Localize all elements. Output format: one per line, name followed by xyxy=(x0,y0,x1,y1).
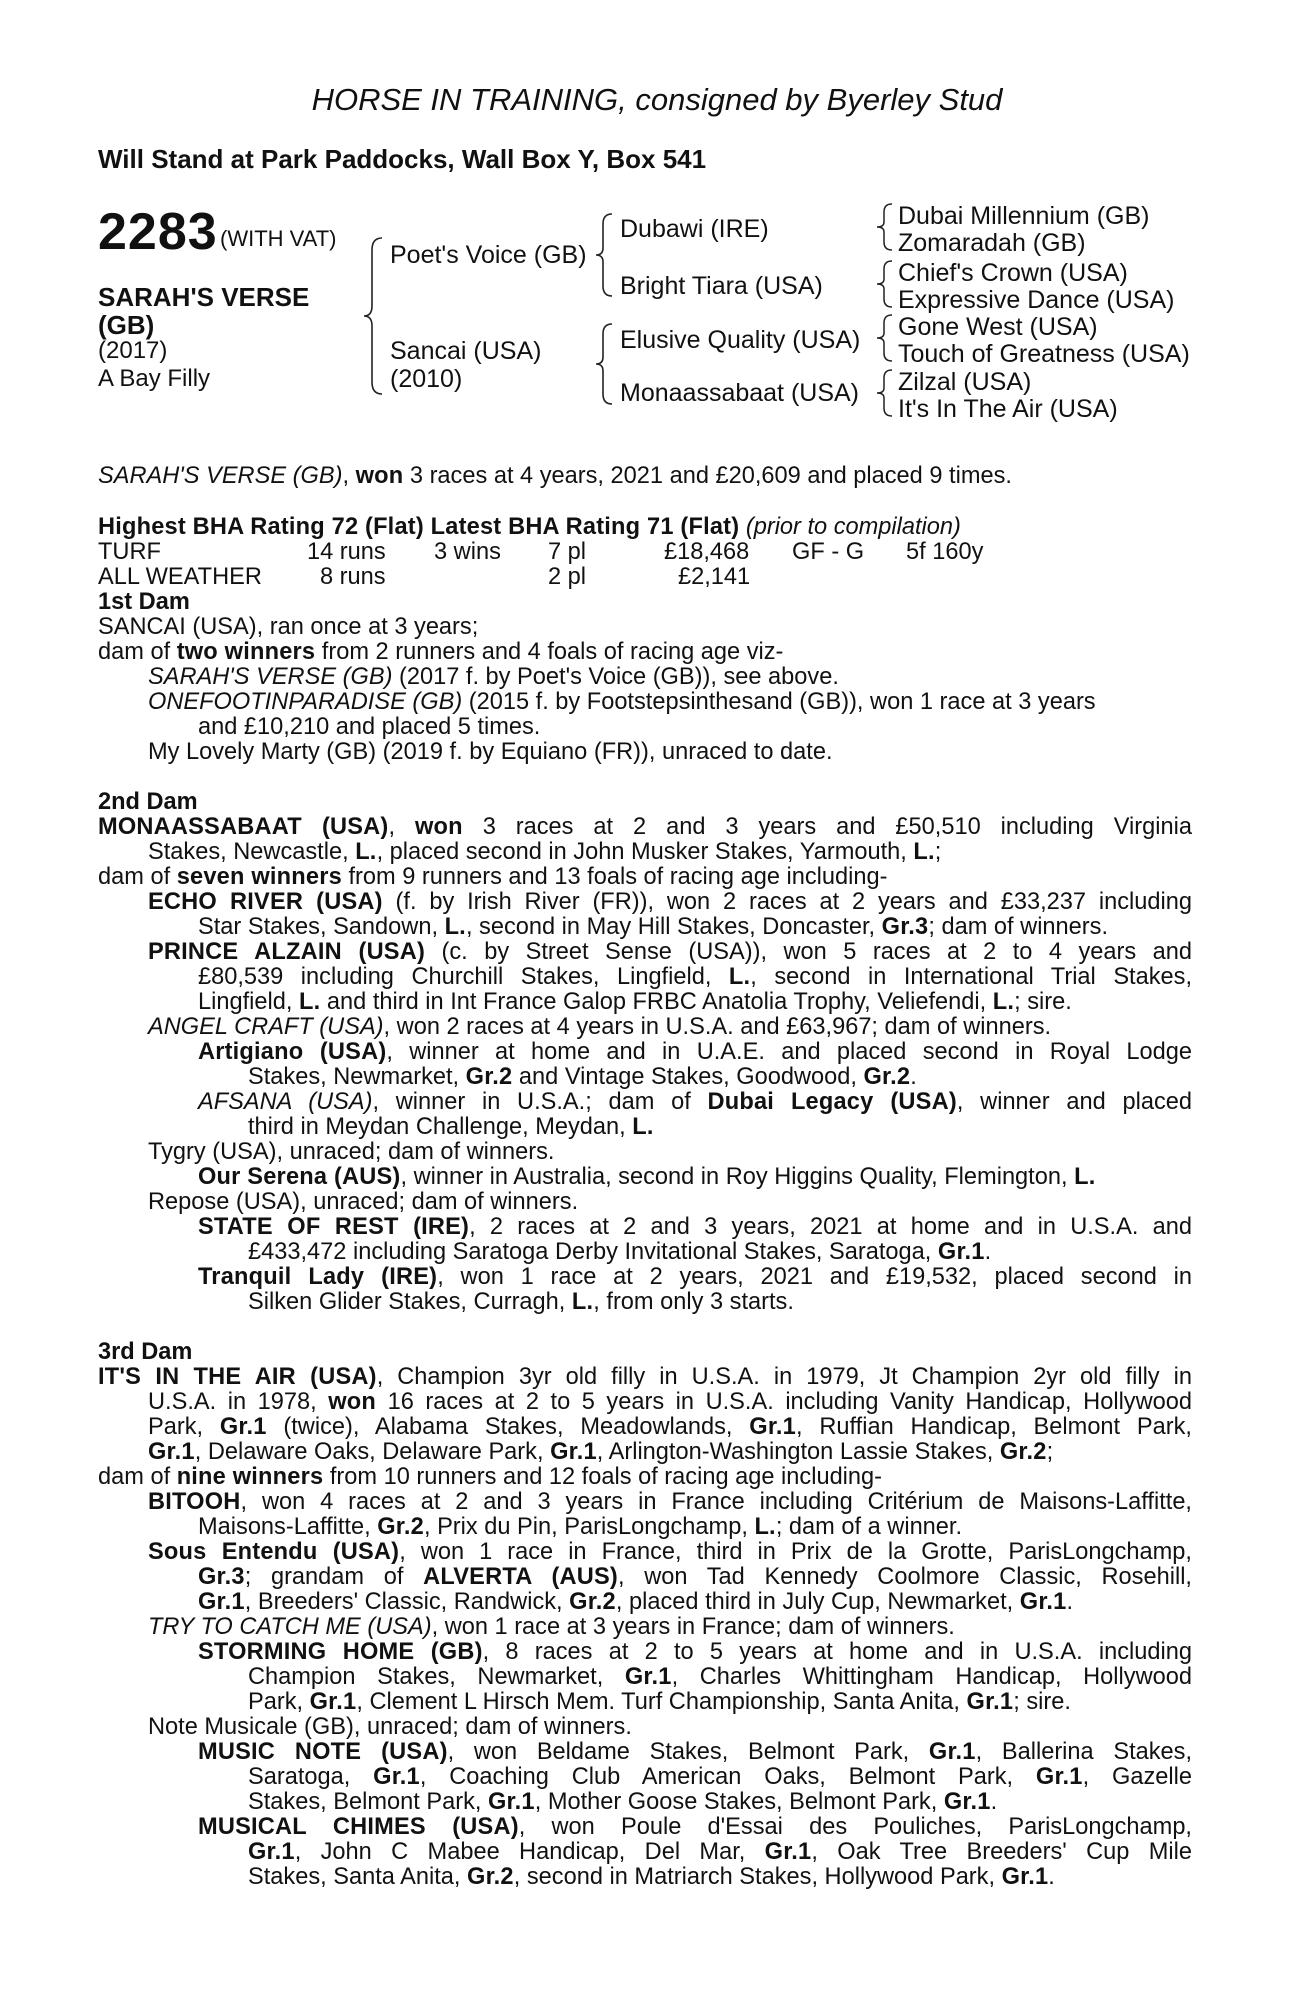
music-note-3: Stakes, Belmont Park, Gr.1, Mother Goose Stakes, Belmont Park, Gr.1. xyxy=(248,1789,998,1815)
race-summary: SARAH'S VERSE (GB), won 3 races at 4 years, 2021 and £20,609 and placed 9 times. xyxy=(98,463,1012,489)
offspring-2: ONEFOOTINPARADISE (GB) (2015 f. by Footstepsinthesand (GB)), won 1 race at 3 years xyxy=(148,689,1096,715)
bracket-sire-dam xyxy=(360,236,390,396)
second-dam-line-1: MONAASSABAAT (USA), won 3 races at 2 and 3 years and £50,510 including Virginia xyxy=(98,814,1192,840)
repose: Repose (USA), unraced; dam of winners. xyxy=(148,1189,579,1215)
pedigree-ggdam-4: It's In The Air (USA) xyxy=(898,395,1118,423)
first-dam-heading: 1st Dam xyxy=(98,589,190,615)
pedigree-sire-dam: Bright Tiara (USA) xyxy=(620,272,823,300)
state-of-rest-1: STATE OF REST (IRE), 2 races at 2 and 3 years, 2021 at home and in U.S.A. and xyxy=(198,1214,1192,1240)
prince-alzain-2: £80,539 including Churchill Stakes, Lingfield, L., second in International Trial Stakes, xyxy=(198,964,1192,990)
third-dam-produce: dam of nine winners from 10 runners and 12 foals of racing age including- xyxy=(98,1464,883,1490)
pedigree-ggsire-4: Zilzal (USA) xyxy=(898,368,1032,396)
pedigree-ggdam-3: Touch of Greatness (USA) xyxy=(898,340,1190,368)
horse-name: SARAH'S VERSE xyxy=(98,282,310,312)
second-dam-produce: dam of seven winners from 9 runners and 13 foals of racing age including- xyxy=(98,864,888,890)
pedigree-ggsire-2: Chief's Crown (USA) xyxy=(898,259,1128,287)
echo-river-1: ECHO RIVER (USA) (f. by Irish River (FR)), won 2 races at 2 years and £33,237 including xyxy=(148,889,1192,915)
afsana-1: AFSANA (USA), winner in U.S.A.; dam of Dubai Legacy (USA), winner and placed xyxy=(198,1089,1192,1115)
offspring-3: My Lovely Marty (GB) (2019 f. by Equiano (FR)), unraced to date. xyxy=(148,739,833,765)
storming-home-1: STORMING HOME (GB), 8 races at 2 to 5 years at home and in U.S.A. including xyxy=(198,1639,1192,1665)
pedigree-ggdam-2: Expressive Dance (USA) xyxy=(898,286,1175,314)
third-dam-line-1: IT'S IN THE AIR (USA), Champion 3yr old filly in U.S.A. in 1979, Jt Champion 2yr old filly in xyxy=(98,1364,1192,1390)
sous-entendu-1: Sous Entendu (USA), won 1 race in France, third in Prix de la Grotte, ParisLongchamp, xyxy=(148,1539,1192,1565)
musical-chimes-1: MUSICAL CHIMES (USA), won Poule d'Essai des Pouliches, ParisLongchamp, xyxy=(198,1814,1192,1840)
first-dam-produce: dam of two winners from 2 runners and 4 foals of racing age viz- xyxy=(98,639,784,665)
sous-entendu-3: Gr.1, Breeders' Classic, Randwick, Gr.2, placed third in July Cup, Newmarket, Gr.1. xyxy=(198,1589,1074,1615)
bracket-g3 xyxy=(874,313,896,363)
first-dam-line: SANCAI (USA), ran once at 3 years; xyxy=(98,614,479,640)
pedigree-dam-sire: Elusive Quality (USA) xyxy=(620,326,861,354)
bitooh-2: Maisons-Laffitte, Gr.2, Prix du Pin, ParisLongchamp, L.; dam of a winner. xyxy=(198,1514,963,1540)
music-note-1: MUSIC NOTE (USA), won Beldame Stakes, Belmont Park, Gr.1, Ballerina Stakes, xyxy=(198,1739,1193,1765)
third-dam-line-4: Gr.1, Delaware Oaks, Delaware Park, Gr.1, Arlington-Washington Lassie Stakes, Gr.2; xyxy=(148,1439,1054,1465)
second-dam-line-2: Stakes, Newcastle, L., placed second in John Musker Stakes, Yarmouth, L.; xyxy=(148,839,942,865)
second-dam-heading: 2nd Dam xyxy=(98,789,198,815)
pedigree-ggdam-1: Zomaradah (GB) xyxy=(898,229,1086,257)
try-to-catch-me: TRY TO CATCH ME (USA), won 1 race at 3 years in France; dam of winners. xyxy=(148,1614,955,1640)
echo-river-2: Star Stakes, Sandown, L., second in May Hill Stakes, Doncaster, Gr.3; dam of winners. xyxy=(198,914,1109,940)
pedigree-sire: Poet's Voice (GB) xyxy=(390,241,587,269)
pedigree-dam: Sancai (USA) xyxy=(390,337,542,365)
page-title: HORSE IN TRAINING, consigned by Byerley Stud xyxy=(311,82,1003,117)
musical-chimes-3: Stakes, Santa Anita, Gr.2, second in Matriarch Stakes, Hollywood Park, Gr.1. xyxy=(248,1864,1055,1890)
note-musicale: Note Musicale (GB), unraced; dam of winners. xyxy=(148,1714,632,1740)
bha-ratings: Highest BHA Rating 72 (Flat) Latest BHA Rating 71 (Flat) (prior to compilation) xyxy=(98,514,961,540)
stand-location: Will Stand at Park Paddocks, Wall Box Y, Box 541 xyxy=(98,144,707,174)
tygry: Tygry (USA), unraced; dam of winners. xyxy=(148,1139,555,1165)
offspring-2-cont: and £10,210 and placed 5 times. xyxy=(198,714,541,740)
horse-description: A Bay Filly xyxy=(98,365,211,392)
lot-number: 2283 xyxy=(98,203,218,261)
bracket-g1 xyxy=(874,202,896,252)
bracket-dam-parents xyxy=(592,322,618,406)
third-dam-line-3: Park, Gr.1 (twice), Alabama Stakes, Meadowlands, Gr.1, Ruffian Handicap, Belmont Park, xyxy=(148,1414,1192,1440)
pedigree-ggsire-3: Gone West (USA) xyxy=(898,313,1098,341)
horse-year: (2017) xyxy=(98,337,168,364)
pedigree-dam-year: (2010) xyxy=(390,365,463,393)
horse-name-suffix: (GB) xyxy=(98,310,155,340)
musical-chimes-2: Gr.1, John C Mabee Handicap, Del Mar, Gr.1, Oak Tree Breeders' Cup Mile xyxy=(248,1839,1193,1865)
tranquil-lady-1: Tranquil Lady (IRE), won 1 race at 2 years, 2021 and £19,532, placed second in xyxy=(198,1264,1192,1290)
storming-home-3: Park, Gr.1, Clement L Hirsch Mem. Turf Championship, Santa Anita, Gr.1; sire. xyxy=(248,1689,1071,1715)
bracket-g4 xyxy=(874,368,896,418)
our-serena: Our Serena (AUS), winner in Australia, second in Roy Higgins Quality, Flemington, L. xyxy=(198,1164,1096,1190)
angel-craft: ANGEL CRAFT (USA), won 2 races at 4 years in U.S.A. and £63,967; dam of winners. xyxy=(148,1014,1052,1040)
third-dam-line-2: U.S.A. in 1978, won 16 races at 2 to 5 years in U.S.A. including Vanity Handicap, Hollywood xyxy=(148,1389,1193,1415)
music-note-2: Saratoga, Gr.1, Coaching Club American Oaks, Belmont Park, Gr.1, Gazelle xyxy=(248,1764,1193,1790)
prince-alzain-1: PRINCE ALZAIN (USA) (c. by Street Sense (USA)), won 5 races at 2 to 4 years and xyxy=(148,939,1193,965)
offspring-1: SARAH'S VERSE (GB) (2017 f. by Poet's Voice (GB)), see above. xyxy=(148,664,839,690)
pedigree-ggsire-1: Dubai Millennium (GB) xyxy=(898,202,1150,230)
storming-home-2: Champion Stakes, Newmarket, Gr.1, Charles Whittingham Handicap, Hollywood xyxy=(248,1664,1192,1690)
state-of-rest-2: £433,472 including Saratoga Derby Invitational Stakes, Saratoga, Gr.1. xyxy=(248,1239,992,1265)
tranquil-lady-2: Silken Glider Stakes, Curragh, L., from only 3 starts. xyxy=(248,1289,794,1315)
bracket-g2 xyxy=(874,259,896,309)
bitooh-1: BITOOH, won 4 races at 2 and 3 years in France including Critérium de Maisons-Laffitte, xyxy=(148,1489,1192,1515)
third-dam-heading: 3rd Dam xyxy=(98,1339,193,1365)
afsana-2: third in Meydan Challenge, Meydan, L. xyxy=(248,1114,654,1140)
sous-entendu-2: Gr.3; grandam of ALVERTA (AUS), won Tad Kennedy Coolmore Classic, Rosehill, xyxy=(198,1564,1192,1590)
vat-label: (WITH VAT) xyxy=(220,226,337,251)
bracket-sire-parents xyxy=(592,212,618,298)
prince-alzain-3: Lingfield, L. and third in Int France Galop FRBC Anatolia Trophy, Veliefendi, L.; sire. xyxy=(198,989,1072,1015)
artigiano-1: Artigiano (USA), winner at home and in U.A.E. and placed second in Royal Lodge xyxy=(198,1039,1192,1065)
artigiano-2: Stakes, Newmarket, Gr.2 and Vintage Stakes, Goodwood, Gr.2. xyxy=(248,1064,917,1090)
pedigree-dam-dam: Monaassabaat (USA) xyxy=(620,379,860,407)
pedigree-sire-sire: Dubawi (IRE) xyxy=(620,215,769,243)
